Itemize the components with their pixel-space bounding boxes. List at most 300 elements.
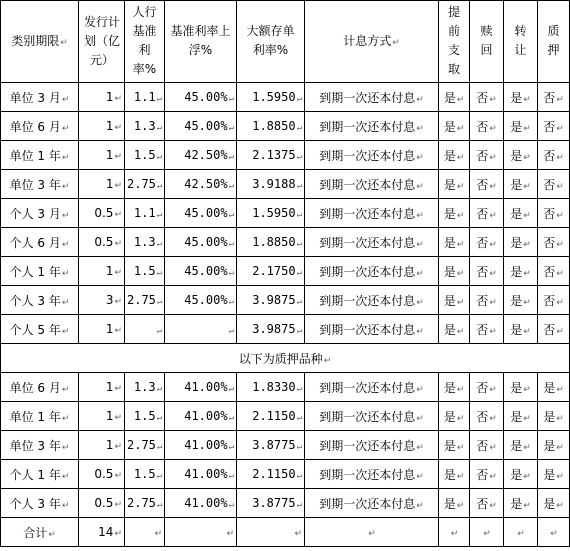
cell-method-value: 到期一次还本付息 [319, 235, 416, 250]
cell-redeem [470, 141, 504, 170]
cell-category [1, 199, 79, 228]
paragraph-mark-icon: ↵ [416, 210, 424, 221]
section-label-text: 以下为质押品种 [238, 351, 323, 366]
table-row [1, 315, 570, 344]
paragraph-mark-icon: ↵ [416, 94, 424, 105]
cell-category [1, 112, 79, 141]
paragraph-mark-icon: ↵ [156, 152, 162, 162]
paragraph-mark-icon: ↵ [489, 471, 497, 482]
paragraph-mark-icon: ↵ [489, 268, 497, 279]
header-redeem [470, 1, 504, 83]
table-row [1, 373, 570, 402]
cell-plan-value: 1 [105, 119, 114, 133]
cell-early [439, 199, 470, 228]
cell-plan [79, 141, 125, 170]
cell-pledge-value: 否 [543, 90, 556, 105]
table-row [1, 83, 570, 112]
cell-float-value: 45.00% [184, 235, 228, 249]
cell-float [165, 141, 237, 170]
paragraph-mark-icon: ↵ [228, 268, 234, 278]
cell-plan-value: 0.5 [94, 206, 114, 220]
cell-early [439, 373, 470, 402]
cell-float-value: 42.50% [184, 177, 228, 191]
cell-early-value: 是 [443, 90, 456, 105]
cell-early [439, 112, 470, 141]
paragraph-mark-icon: ↵ [450, 529, 459, 539]
paragraph-mark-icon: ↵ [556, 239, 564, 250]
cell-pledge [538, 141, 570, 170]
table-row [1, 141, 570, 170]
cell-method-value: 到期一次还本付息 [319, 322, 416, 337]
paragraph-mark-icon: ↵ [416, 181, 424, 192]
paragraph-mark-icon: ↵ [483, 529, 491, 539]
paragraph-mark-icon: ↵ [556, 268, 564, 279]
paragraph-mark-icon: ↵ [489, 94, 497, 105]
section-row [1, 344, 570, 373]
cell-rate-value: 3.9875 [252, 322, 296, 336]
cell-transfer [504, 315, 538, 344]
cell-base-rate [125, 112, 165, 141]
cell-redeem [470, 170, 504, 199]
cell-transfer [504, 112, 538, 141]
cell-category [1, 402, 79, 431]
paragraph-mark-icon: ↵ [156, 239, 162, 249]
cell-method-value: 到期一次还本付息 [319, 380, 416, 395]
cell-base-rate-value: 1.3 [133, 235, 156, 249]
paragraph-mark-icon: ↵ [416, 297, 424, 308]
cell-redeem-value: 否 [476, 148, 489, 163]
cell-transfer [504, 373, 538, 402]
cell-float-value: 41.00% [184, 438, 228, 452]
cell-float-value: 45.00% [184, 90, 228, 104]
cell-category [1, 460, 79, 489]
paragraph-mark-icon: ↵ [556, 413, 564, 424]
header-transfer [504, 1, 538, 83]
cell-base-rate-value: 2.75 [127, 438, 156, 452]
paragraph-mark-icon: ↵ [228, 152, 234, 162]
paragraph-mark-icon: ↵ [368, 529, 376, 539]
cell-transfer-value: 是 [510, 496, 523, 511]
cell-category-value: 个人 6 月 [9, 235, 61, 250]
cell-plan-value: 1 [105, 322, 114, 336]
cell-float [165, 373, 237, 402]
cell-early [439, 431, 470, 460]
paragraph-mark-icon: ↵ [416, 384, 424, 395]
cell-pledge [538, 199, 570, 228]
paragraph-mark-icon: ↵ [61, 210, 70, 221]
cell-category-value: 单位 3 月 [9, 90, 61, 105]
paragraph-mark-icon: ↵ [296, 123, 302, 133]
paragraph-mark-icon: ↵ [114, 152, 122, 162]
paragraph-mark-icon: ↵ [61, 94, 70, 105]
cell-early [439, 170, 470, 199]
cell-pledge [538, 170, 570, 199]
paragraph-mark-icon: ↵ [523, 94, 531, 105]
table-row [1, 199, 570, 228]
cell-base-rate-value: 1.1 [133, 206, 156, 220]
paragraph-mark-icon: ↵ [456, 181, 465, 192]
paragraph-mark-icon: ↵ [156, 471, 162, 481]
cell-transfer-value: 是 [510, 206, 523, 221]
cell-early-value: 是 [443, 235, 456, 250]
header-plan-label: 发行计划（亿元） [83, 14, 120, 67]
paragraph-mark-icon: ↵ [556, 210, 564, 221]
paragraph-mark-icon: ↵ [556, 297, 564, 308]
paragraph-mark-icon: ↵ [456, 500, 465, 511]
cell-early-value: 是 [443, 380, 456, 395]
paragraph-mark-icon: ↵ [61, 152, 70, 163]
cell-method-value: 到期一次还本付息 [319, 206, 416, 221]
cell-pledge [538, 83, 570, 112]
paragraph-mark-icon: ↵ [416, 268, 424, 279]
cell-float [165, 460, 237, 489]
paragraph-mark-icon: ↵ [523, 471, 531, 482]
cell-redeem [470, 431, 504, 460]
cell-pledge-value: 是 [543, 496, 556, 511]
cell-method-value: 到期一次还本付息 [319, 119, 416, 134]
paragraph-mark-icon: ↵ [489, 239, 497, 250]
total-empty-cell [470, 518, 504, 547]
cell-early-value: 是 [443, 293, 456, 308]
cell-early-value: 是 [443, 264, 456, 279]
cell-plan [79, 286, 125, 315]
cell-redeem [470, 402, 504, 431]
cell-redeem [470, 112, 504, 141]
total-label-text: 合计 [23, 525, 48, 540]
cell-category [1, 431, 79, 460]
cell-rate [237, 315, 305, 344]
cell-category-value: 个人 5 年 [9, 322, 61, 337]
cell-transfer-value: 是 [510, 467, 523, 482]
paragraph-mark-icon: ↵ [228, 384, 234, 394]
cell-rate-value: 2.1150 [252, 467, 296, 481]
cell-rate-value: 1.8850 [252, 235, 296, 249]
cell-float-value: 45.00% [184, 293, 228, 307]
paragraph-mark-icon: ↵ [523, 297, 531, 308]
paragraph-mark-icon: ↵ [550, 529, 558, 539]
cell-plan [79, 402, 125, 431]
cell-method [305, 489, 439, 518]
cell-base-rate [125, 83, 165, 112]
cell-transfer [504, 431, 538, 460]
cell-pledge [538, 489, 570, 518]
cell-transfer [504, 402, 538, 431]
cell-base-rate [125, 141, 165, 170]
cell-float-value: 41.00% [184, 467, 228, 481]
cell-pledge-value: 否 [543, 235, 556, 250]
paragraph-mark-icon: ↵ [61, 181, 70, 192]
cell-plan [79, 199, 125, 228]
cell-float [165, 170, 237, 199]
cell-pledge-value: 否 [543, 293, 556, 308]
table-row [1, 286, 570, 315]
cell-rate [237, 170, 305, 199]
cell-pledge [538, 112, 570, 141]
section-label [1, 344, 570, 373]
cell-redeem [470, 460, 504, 489]
table-row [1, 402, 570, 431]
cell-method [305, 199, 439, 228]
header-category-label: 类别期限 [11, 33, 60, 48]
cell-method [305, 83, 439, 112]
paragraph-mark-icon: ↵ [556, 94, 564, 105]
paragraph-mark-icon: ↵ [156, 384, 162, 394]
cell-rate-value: 2.1750 [252, 264, 296, 278]
paragraph-mark-icon: ↵ [416, 442, 424, 453]
cell-base-rate [125, 460, 165, 489]
paragraph-mark-icon: ↵ [456, 297, 465, 308]
cell-early [439, 315, 470, 344]
cell-method-value: 到期一次还本付息 [319, 467, 416, 482]
header-early [439, 1, 470, 83]
paragraph-mark-icon: ↵ [226, 529, 234, 539]
cell-redeem-value: 否 [476, 380, 489, 395]
paragraph-mark-icon: ↵ [523, 268, 531, 279]
cell-transfer-value: 是 [510, 119, 523, 134]
cell-float [165, 315, 237, 344]
cell-category-value: 个人 3 月 [9, 206, 61, 221]
paragraph-mark-icon: ↵ [416, 326, 424, 337]
paragraph-mark-icon: ↵ [523, 239, 531, 250]
header-pledge [538, 1, 570, 83]
paragraph-mark-icon: ↵ [416, 413, 424, 424]
paragraph-mark-icon: ↵ [114, 239, 122, 249]
paragraph-mark-icon: ↵ [489, 181, 497, 192]
paragraph-mark-icon: ↵ [456, 442, 465, 453]
cell-pledge [538, 431, 570, 460]
cell-base-rate-value: 1.5 [133, 467, 156, 481]
cell-pledge-value: 否 [543, 264, 556, 279]
cell-rate [237, 257, 305, 286]
paragraph-mark-icon: ↵ [523, 442, 531, 453]
cell-early-value: 是 [443, 177, 456, 192]
cell-early-value: 是 [443, 322, 456, 337]
paragraph-mark-icon: ↵ [228, 181, 234, 191]
cell-rate [237, 431, 305, 460]
table-row [1, 228, 570, 257]
paragraph-mark-icon: ↵ [296, 442, 302, 452]
cell-method [305, 431, 439, 460]
cell-base-rate-value: 1.5 [133, 264, 156, 278]
cell-pledge-value: 是 [543, 467, 556, 482]
cell-transfer-value: 是 [510, 177, 523, 192]
cell-pledge-value: 否 [543, 119, 556, 134]
cell-transfer [504, 83, 538, 112]
paragraph-mark-icon: ↵ [523, 326, 531, 337]
total-empty-cell [165, 518, 237, 547]
header-method [305, 1, 439, 83]
paragraph-mark-icon: ↵ [523, 181, 531, 192]
cell-float-value: 41.00% [184, 496, 228, 510]
cell-redeem-value: 否 [476, 293, 489, 308]
cell-rate-value: 1.8850 [252, 119, 296, 133]
cell-plan [79, 373, 125, 402]
paragraph-mark-icon: ↵ [114, 297, 122, 307]
cell-pledge [538, 315, 570, 344]
paragraph-mark-icon: ↵ [61, 442, 70, 453]
cell-redeem [470, 228, 504, 257]
paragraph-mark-icon: ↵ [456, 152, 465, 163]
cell-float-value: 45.00% [184, 119, 228, 133]
cell-method-value: 到期一次还本付息 [319, 409, 416, 424]
cell-redeem-value: 否 [476, 177, 489, 192]
cell-early-value: 是 [443, 119, 456, 134]
cell-category-value: 个人 1 年 [9, 467, 61, 482]
paragraph-mark-icon: ↵ [416, 471, 424, 482]
cell-redeem [470, 373, 504, 402]
cell-float [165, 431, 237, 460]
cell-early [439, 489, 470, 518]
paragraph-mark-icon: ↵ [228, 413, 234, 423]
paragraph-mark-icon: ↵ [489, 442, 497, 453]
paragraph-mark-icon: ↵ [114, 442, 122, 452]
header-float-label: 基准利率上浮% [170, 24, 231, 57]
cell-float [165, 112, 237, 141]
cell-base-rate-value: 1.3 [133, 380, 156, 394]
paragraph-mark-icon: ↵ [228, 471, 234, 481]
paragraph-mark-icon: ↵ [523, 384, 531, 395]
cell-transfer [504, 489, 538, 518]
cell-category [1, 257, 79, 286]
cell-base-rate-value: 2.75 [127, 293, 156, 307]
cell-transfer-value: 是 [510, 322, 523, 337]
paragraph-mark-icon: ↵ [61, 413, 70, 424]
rows-body [1, 83, 570, 344]
cell-rate-value: 2.1375 [252, 148, 296, 162]
header-early-label: 提前支取 [447, 5, 460, 76]
paragraph-mark-icon: ↵ [416, 500, 424, 511]
paragraph-mark-icon: ↵ [61, 239, 70, 250]
total-empty-cell [439, 518, 470, 547]
cell-early [439, 402, 470, 431]
cell-category-value: 单位 3 年 [9, 438, 61, 453]
cell-method [305, 141, 439, 170]
cell-rate-value: 1.5950 [252, 206, 296, 220]
paragraph-mark-icon: ↵ [114, 268, 122, 278]
paragraph-mark-icon: ↵ [523, 500, 531, 511]
paragraph-mark-icon: ↵ [456, 210, 465, 221]
paragraph-mark-icon: ↵ [114, 123, 122, 133]
cell-plan-value: 1 [105, 264, 114, 278]
paragraph-mark-icon: ↵ [323, 355, 332, 366]
cell-method [305, 373, 439, 402]
cell-plan-value: 3 [105, 293, 114, 307]
paragraph-mark-icon: ↵ [296, 94, 302, 104]
cell-redeem-value: 否 [476, 264, 489, 279]
total-row [1, 518, 570, 547]
cell-redeem [470, 83, 504, 112]
cell-method-value: 到期一次还本付息 [319, 293, 416, 308]
cell-method [305, 315, 439, 344]
paragraph-mark-icon: ↵ [523, 210, 531, 221]
cell-float [165, 286, 237, 315]
paragraph-mark-icon: ↵ [416, 239, 424, 250]
cell-redeem [470, 257, 504, 286]
cell-early-value: 是 [443, 148, 456, 163]
cell-float-value: 41.00% [184, 409, 228, 423]
paragraph-mark-icon: ↵ [523, 152, 531, 163]
paragraph-mark-icon: ↵ [556, 181, 564, 192]
paragraph-mark-icon: ↵ [114, 94, 122, 104]
cell-float [165, 228, 237, 257]
total-empty-cell [305, 518, 439, 547]
cell-category [1, 141, 79, 170]
cell-method-value: 到期一次还本付息 [319, 90, 416, 105]
table-row [1, 170, 570, 199]
cell-rate [237, 286, 305, 315]
cell-pledge [538, 373, 570, 402]
paragraph-mark-icon: ↵ [296, 471, 302, 481]
cell-rate [237, 373, 305, 402]
total-label [1, 518, 79, 547]
paragraph-mark-icon: ↵ [416, 123, 424, 134]
table-row [1, 460, 570, 489]
cell-plan-value: 1 [105, 177, 114, 191]
paragraph-mark-icon: ↵ [489, 152, 497, 163]
paragraph-mark-icon: ↵ [156, 297, 163, 307]
cell-redeem-value: 否 [476, 206, 489, 221]
cell-redeem-value: 否 [476, 409, 489, 424]
paragraph-mark-icon: ↵ [296, 384, 302, 394]
cell-method [305, 286, 439, 315]
paragraph-mark-icon: ↵ [456, 471, 465, 482]
cell-base-rate [125, 373, 165, 402]
cell-early-value: 是 [443, 206, 456, 221]
cell-category-value: 单位 1 年 [9, 148, 61, 163]
cell-early-value: 是 [443, 438, 456, 453]
header-rate [237, 1, 305, 83]
cell-pledge-value: 是 [543, 380, 556, 395]
header-float [165, 1, 237, 83]
cell-rate-value: 1.5950 [252, 90, 296, 104]
paragraph-mark-icon: ↵ [156, 326, 162, 336]
cell-category [1, 286, 79, 315]
cell-pledge [538, 257, 570, 286]
cell-plan [79, 112, 125, 141]
cell-redeem-value: 否 [476, 496, 489, 511]
cell-category [1, 228, 79, 257]
paragraph-mark-icon: ↵ [456, 239, 465, 250]
cell-plan-value: 0.5 [94, 496, 114, 510]
cell-rate [237, 460, 305, 489]
cell-pledge [538, 402, 570, 431]
paragraph-mark-icon: ↵ [456, 123, 465, 134]
paragraph-mark-icon: ↵ [61, 384, 70, 395]
cell-pledge-value: 是 [543, 409, 556, 424]
paragraph-mark-icon: ↵ [489, 413, 497, 424]
cell-base-rate [125, 286, 165, 315]
paragraph-mark-icon: ↵ [156, 500, 163, 510]
paragraph-mark-icon: ↵ [114, 413, 122, 423]
cell-float-value: 45.00% [184, 206, 228, 220]
cell-category-value: 单位 6 月 [9, 119, 61, 134]
cell-pledge [538, 228, 570, 257]
cell-redeem [470, 489, 504, 518]
paragraph-mark-icon: ↵ [456, 268, 465, 279]
cell-rate [237, 83, 305, 112]
cell-rate-value: 3.9875 [252, 293, 296, 307]
cell-pledge-value: 否 [543, 322, 556, 337]
paragraph-mark-icon: ↵ [61, 326, 70, 337]
header-pledge-label: 质押 [547, 24, 560, 57]
paragraph-mark-icon: ↵ [489, 384, 497, 395]
table-row [1, 489, 570, 518]
cell-category [1, 489, 79, 518]
cell-rate-value: 3.8775 [252, 496, 296, 510]
cell-early [439, 228, 470, 257]
cell-plan-value: 1 [105, 380, 114, 394]
cell-float-value: 42.50% [184, 148, 228, 162]
